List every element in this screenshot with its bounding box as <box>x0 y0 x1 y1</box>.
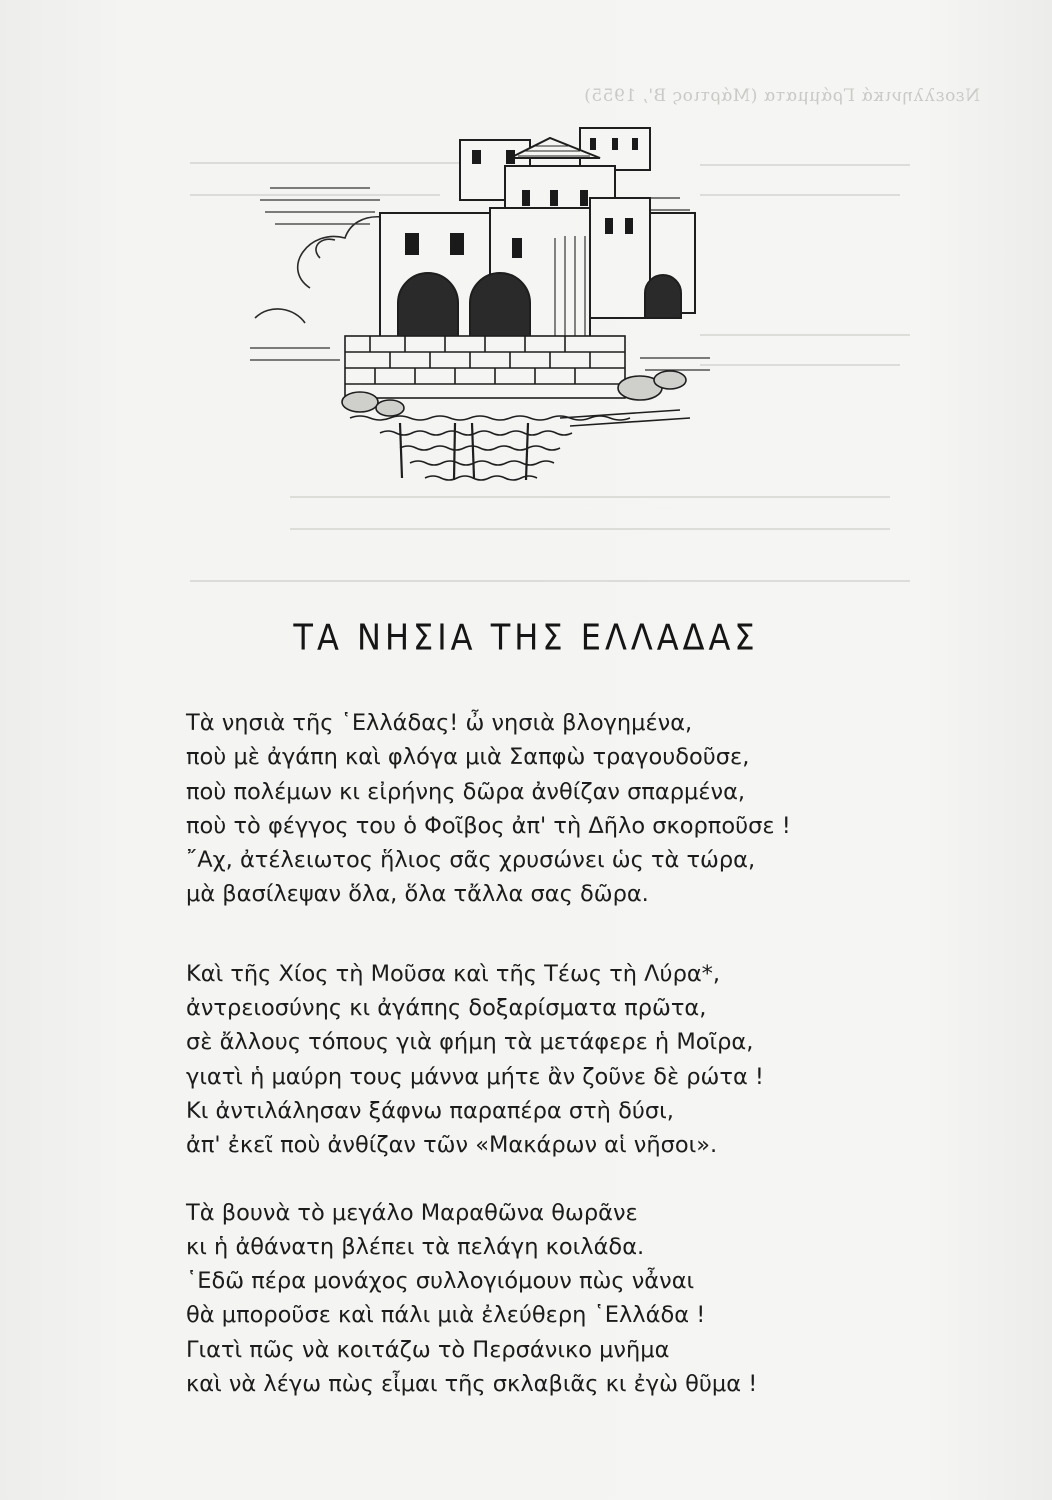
poem-line: Κι ἀντιλάλησαν ξάφνω παραπέρα στὴ δύσι, <box>186 1097 674 1124</box>
island-village-illustration-icon <box>250 118 710 498</box>
poem-line: Τὰ βουνὰ τὸ μεγάλο Μαραθῶνα θωρᾶνε <box>186 1199 638 1226</box>
poem-line: ῾Εδῶ πέρα μονάχος συλλογιόμουν πὼς νἆναι <box>186 1268 695 1295</box>
stanza-3 <box>186 1196 946 1402</box>
poem-line: γιατὶ ἡ μαύρη τους μάννα μήτε ἂν ζοῦνε δὲ ρώτα ! <box>186 1063 764 1090</box>
poem-line: θὰ μποροῦσε καὶ πάλι μιὰ ἐλεύθερη ῾Ελλάδα ! <box>186 1302 706 1329</box>
poem-line: μὰ βασίλεψαν ὅλα, ὅλα τἄλλα σας δῶρα. <box>186 881 649 908</box>
poem-line: ποὺ τὸ φέγγος του ὁ Φοῖβος ἀπ' τὴ Δῆλο σκορποῦσε ! <box>186 812 791 839</box>
poem-title: ΤΑ ΝΗΣΙΑ ΤΗΣ ΕΛΛΑΔΑΣ <box>293 615 759 659</box>
poem-line: σὲ ἄλλους τόπους γιὰ φήμη τὰ μετάφερε ἡ Μοῖρα, <box>186 1029 754 1056</box>
poem-line: ποὺ πολέμων κι εἰρήνης δῶρα ἀνθίζαν σπαρμένα, <box>186 778 746 805</box>
poem-line: ἀντρειοσύνης κι ἀγάπης δοξαρίσματα πρῶτα, <box>186 995 707 1022</box>
stanza-1 <box>186 706 946 912</box>
poem-body <box>186 706 946 1401</box>
poem-line: καὶ νὰ λέγω πὼς εἶμαι τῆς σκλαβιᾶς κι ἐγὼ θῦμα ! <box>186 1371 758 1398</box>
stanza-2 <box>186 957 946 1163</box>
poem-line: ἀπ' ἐκεῖ ποὺ ἀνθίζαν τῶν «Μακάρων αἱ νῆσοι». <box>186 1132 718 1159</box>
poem-line: Καὶ τῆς Χίος τὴ Μοῦσα καὶ τῆς Τέως τὴ Λύρα*, <box>186 960 721 987</box>
poem-line: ῎Αχ, ἀτέλειωτος ἥλιος σᾶς χρυσώνει ὡς τὰ τώρα, <box>186 847 756 874</box>
poem-line: Γιατὶ πῶς νὰ κοιτάζω τὸ Περσάνικο μνῆμα <box>186 1336 670 1363</box>
poem-line: Τὰ νησιὰ τῆς ῾Ελλάδας! ὦ νησιὰ βλογημένα, <box>186 710 693 736</box>
running-head-show-through: Νεοελληνικά Γράμματα (Μάρτιος Β', 1955) <box>583 86 980 106</box>
poem-line: κι ἡ ἀθάνατη βλέπει τὰ πελάγη κοιλάδα. <box>186 1233 645 1260</box>
poem-line: ποὺ μὲ ἀγάπη καὶ φλόγα μιὰ Σαπφὼ τραγουδοῦσε, <box>186 744 750 771</box>
